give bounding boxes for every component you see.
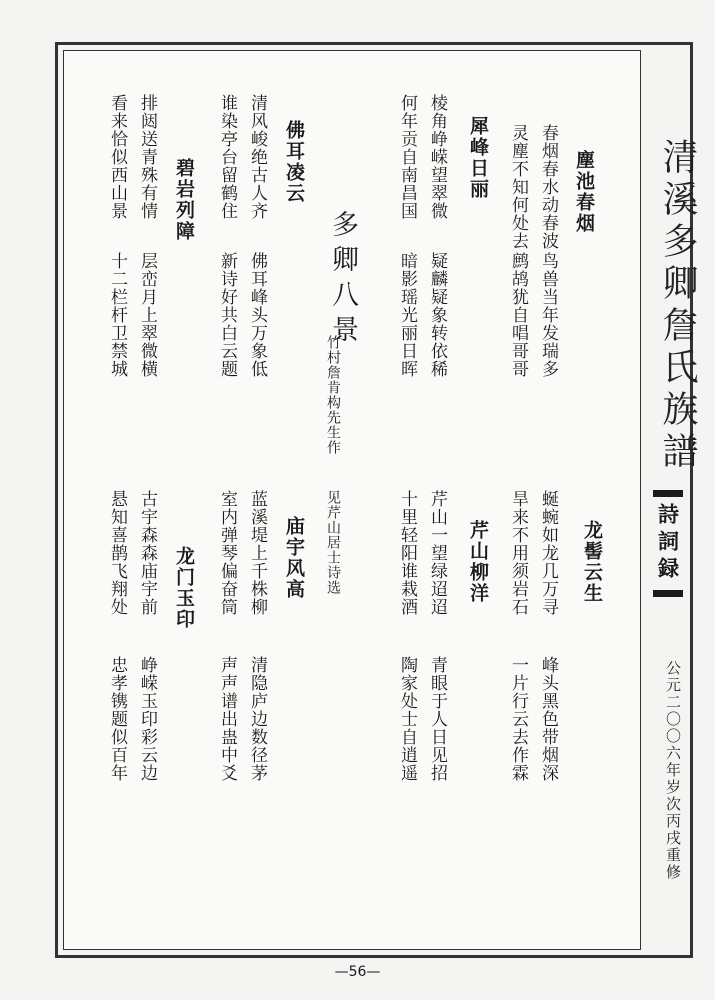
poem-line: 佛耳峰头万象低: [247, 252, 267, 378]
work-title: 多卿八景: [327, 210, 358, 350]
poem-line: 何年贡自南昌国: [397, 94, 417, 220]
poem-line: 春烟春水动春波: [538, 124, 558, 250]
poem-line: 峥嵘玉印彩云边: [137, 656, 157, 782]
section-label-box: [651, 490, 685, 620]
poem-line: 室内弹琴偏奋筒: [217, 490, 237, 616]
poem-line: 蓝溪堤上千株柳: [247, 490, 267, 616]
section-label: 詩詞録: [655, 503, 681, 584]
poem-line: 旱来不用须岩石: [508, 490, 528, 616]
poem-line: 陶家处士自逍遥: [397, 656, 417, 782]
poem-title: 龙门玉印: [173, 546, 195, 630]
book-title: 清溪多卿詹氏族譜: [657, 138, 698, 474]
poem-line: 棱角峥嵘望翠微: [427, 94, 447, 220]
bracket-top-icon: [653, 490, 683, 497]
poem-title: 龙髻云生: [581, 520, 603, 604]
poem-line: 鹧鸪犹自唱哥哥: [508, 252, 528, 378]
revision-date-note: 公元二〇〇六年岁次丙戌重修: [664, 660, 682, 881]
poem-title: 芹山柳洋: [467, 520, 489, 604]
poem-line: 古宇森森庙宇前: [137, 490, 157, 616]
poem-line: 悬知喜鹊飞翔处: [107, 490, 127, 616]
poem-line: 青眼于人日见招: [427, 656, 447, 782]
poem-line: 疑麟疑象转依稀: [427, 252, 447, 378]
poem-line: 层峦月上翠微横: [137, 252, 157, 378]
page-number: —56—: [334, 964, 381, 980]
poem-title: 犀峰日丽: [467, 116, 489, 200]
poem-line: 十二栏杆卫禁城: [107, 252, 127, 378]
poem-line: 峰头黑色带烟深: [538, 656, 558, 782]
poem-title: 碧岩列障: [173, 158, 195, 242]
author-note: 竹村詹肯构先生作: [325, 335, 341, 455]
poem-title: 庙宇风高: [283, 516, 305, 600]
poem-title: 佛耳凌云: [283, 120, 305, 204]
poem-line: 鸟兽当年发瑞多: [538, 252, 558, 378]
poem-line: 蜒蜿如龙几万寻: [538, 490, 558, 616]
source-note: 见芹山居士诗选: [325, 490, 341, 595]
poem-line: 一片行云去作霖: [508, 656, 528, 782]
poem-line: 忠孝镌题似百年: [107, 656, 127, 782]
poem-line: 谁染亭台留鹤住: [217, 94, 237, 220]
poem-title: 塵池春烟: [573, 150, 595, 234]
poem-line: 暗影瑶光丽日晖: [397, 252, 417, 378]
poem-line: 清风峻绝古人齐: [247, 94, 267, 220]
poem-line: 清隐庐边数径茅: [247, 656, 267, 782]
bracket-bottom-icon: [653, 590, 683, 597]
poem-line: 新诗好共白云题: [217, 252, 237, 378]
poem-line: 十里轻阳谁栽酒: [397, 490, 417, 616]
poem-line: 灵塵不知何处去: [508, 124, 528, 250]
poem-line: 芹山一望绿迢迢: [427, 490, 447, 616]
poem-line: 看来恰似西山景: [107, 94, 127, 220]
poem-line: 声声谱出蛊中爻: [217, 656, 237, 782]
poem-line: 排闼送青殊有情: [137, 94, 157, 220]
